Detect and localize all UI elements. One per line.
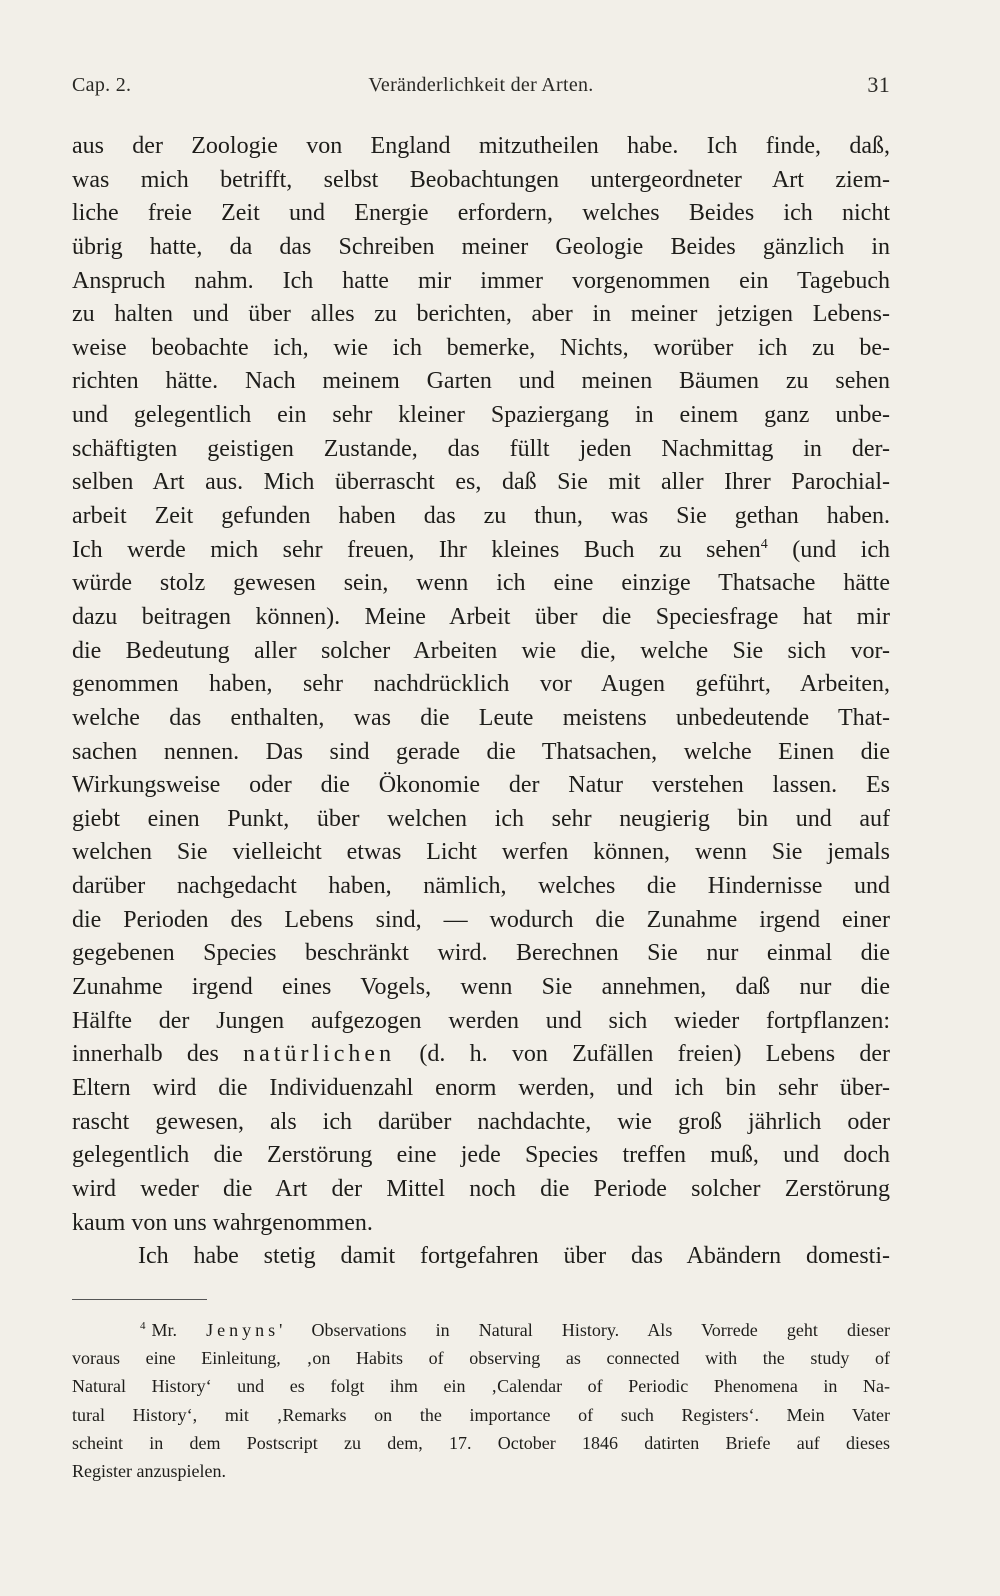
emphasized-name: Jenyns: [206, 1320, 280, 1340]
text-line: und gelegentlich ein sehr kleiner Spaziergang in einem ganz unbe-: [72, 402, 890, 429]
text-line: [72, 534, 890, 568]
text-line: darüber nachgedacht haben, nämlich, welches die Hindernisse und: [72, 873, 890, 900]
text-line: sachen nennen. Das sind gerade die Thatsachen, welche Einen die: [72, 738, 890, 765]
footnote-marker: 4: [140, 1320, 146, 1332]
footnote-reference: 4: [760, 536, 768, 552]
text-line: schäftigten geistigen Zustande, das füllt jeden Nachmittag in der-: [72, 435, 890, 462]
footnote-line: Register anzuspielen.: [72, 1460, 226, 1481]
footnote-line: [72, 1316, 890, 1344]
text-line: die Perioden des Lebens sind, — wodurch die Zunahme irgend einer: [72, 906, 890, 933]
footnote-line: tural History‘, mit ‚Remarks on the importance of such Registers‘. Mein Vater: [72, 1404, 890, 1425]
text-line: würde stolz gewesen sein, wenn ich eine einzige Thatsache hätte: [72, 570, 890, 597]
text-line: [72, 1038, 890, 1072]
text-segment: (d. h. von Zufällen freien) Lebens der: [395, 1041, 890, 1068]
text-segment: Mr.: [151, 1320, 207, 1340]
text-line: welche das enthalten, was die Leute meistens unbedeutende That-: [72, 704, 890, 731]
text-line: übrig hatte, da das Schreiben meiner Geologie Beides gänzlich in: [72, 233, 890, 260]
text-line: arbeit Zeit gefunden haben das zu thun, was Sie gethan haben.: [72, 503, 890, 530]
paragraph-start-line: Ich habe stetig damit fortgefahren über das Abändern domesti-: [138, 1243, 890, 1270]
text-line: richten hätte. Nach meinem Garten und meinen Bäumen zu sehen: [72, 368, 890, 395]
text-line: aus der Zoologie von England mitzutheilen habe. Ich finde, daß,: [72, 133, 890, 159]
text-line: selben Art aus. Mich überrascht es, daß Sie mit aller Ihrer Parochial-: [72, 469, 890, 496]
running-title: Veränderlichkeit der Arten.: [368, 74, 594, 96]
text-line: wird weder die Art der Mittel noch die Periode solcher Zerstörung: [72, 1175, 890, 1202]
text-line: Hälfte der Jungen aufgezogen werden und sich wieder fortpflanzen:: [72, 1007, 890, 1034]
footnote: [72, 1316, 890, 1485]
footnote-line: voraus eine Einleitung, ‚on Habits of observing as connected with the study of: [72, 1348, 890, 1369]
body-text: [72, 130, 890, 1274]
text-segment: innerhalb des: [72, 1041, 244, 1068]
text-line: gelegentlich die Zerstörung eine jede Species treffen muß, und doch: [72, 1142, 890, 1169]
page-number: 31: [867, 72, 890, 97]
text-line: welchen Sie vielleicht etwas Licht werfen können, wenn Sie jemals: [72, 839, 890, 866]
chapter-label: Cap. 2.: [72, 74, 132, 96]
text-line: dazu beitragen können). Meine Arbeit über die Speciesfrage hat mir: [72, 603, 890, 630]
emphasized-word: natürlichen: [243, 1041, 396, 1068]
text-segment: (und ich: [767, 536, 890, 563]
text-line: giebt einen Punkt, über welchen ich sehr neugierig bin und auf: [72, 805, 890, 832]
text-line: gegebenen Species beschränkt wird. Berechnen Sie nur einmal die: [72, 940, 890, 967]
text-line: zu halten und über alles zu berichten, aber in meiner jetzigen Lebens-: [72, 301, 890, 328]
footnote-divider: [72, 1299, 207, 1300]
text-line: Eltern wird die Individuenzahl enorm werden, und ich bin sehr über-: [72, 1074, 890, 1101]
text-line: kaum von uns wahrgenommen.: [72, 1209, 373, 1236]
footnote-line: Natural History‘ und es folgt ihm ein ‚Calendar of Periodic Phenomena in Na-: [72, 1376, 890, 1397]
text-line: Zunahme irgend eines Vogels, wenn Sie annehmen, daß nur die: [72, 974, 890, 1001]
text-line: liche freie Zeit und Energie erfordern, welches Beides ich nicht: [72, 200, 890, 227]
text-segment: ' Observations in Natural History. Als Vorrede geht dieser: [279, 1320, 890, 1340]
text-line: weise beobachte ich, wie ich bemerke, Nichts, worüber ich zu be-: [72, 334, 890, 361]
text-line: die Bedeutung aller solcher Arbeiten wie die, welche Sie sich vor-: [72, 637, 890, 664]
footnote-line: scheint in dem Postscript zu dem, 17. October 1846 datirten Briefe auf dieses: [72, 1432, 890, 1453]
text-line: Anspruch nahm. Ich hatte mir immer vorgenommen ein Tagebuch: [72, 267, 890, 294]
running-head: [72, 74, 890, 100]
text-line: was mich betrifft, selbst Beobachtungen untergeordneter Art ziem-: [72, 166, 890, 193]
text-line: genommen haben, sehr nachdrücklich vor Augen geführt, Arbeiten,: [72, 671, 890, 698]
text-line: rascht gewesen, als ich darüber nachdachte, wie groß jährlich oder: [72, 1108, 890, 1135]
text-line: Wirkungsweise oder die Ökonomie der Natur verstehen lassen. Es: [72, 772, 890, 799]
text-segment: Ich werde mich sehr freuen, Ihr kleines Buch zu sehen: [72, 536, 761, 563]
